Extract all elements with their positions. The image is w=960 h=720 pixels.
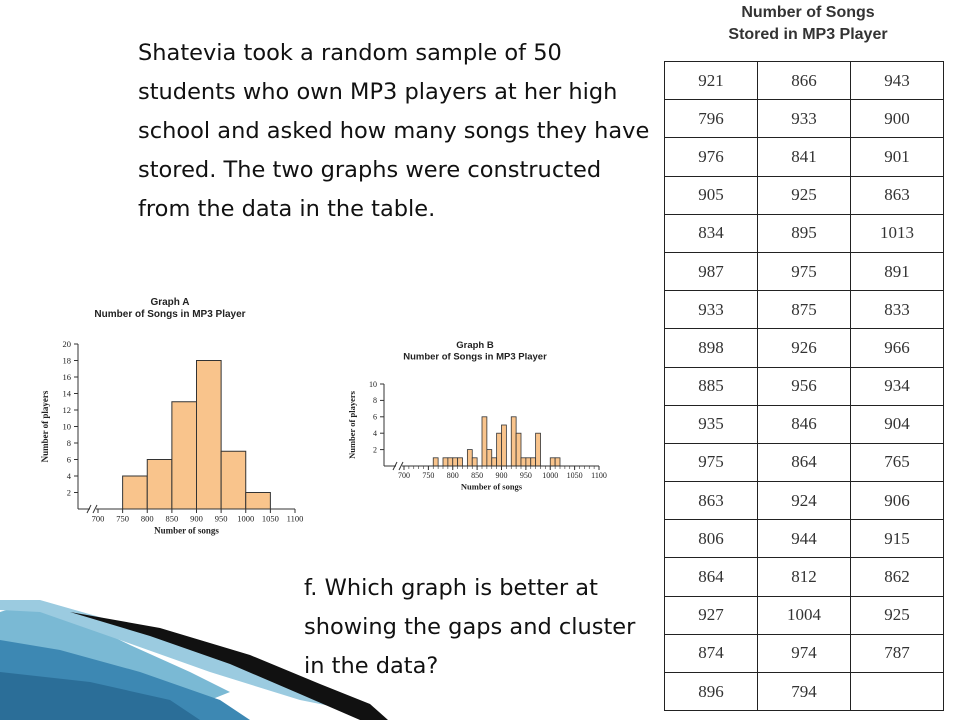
table-row xyxy=(665,252,944,290)
table-cell: 891 xyxy=(851,252,944,290)
table-row xyxy=(665,176,944,214)
x-axis-label: Number of songs xyxy=(154,525,219,536)
histogram-bar xyxy=(467,450,472,466)
table-cell: 915 xyxy=(851,520,944,558)
y-tick-label: 20 xyxy=(62,338,71,349)
table-row xyxy=(665,520,944,558)
histogram-bar xyxy=(197,361,222,510)
y-tick-label: 14 xyxy=(62,388,71,399)
graph-a-chart xyxy=(30,290,320,550)
songs-table xyxy=(664,61,944,711)
table-row xyxy=(665,214,944,252)
table-cell: 787 xyxy=(851,634,944,672)
table-cell: 834 xyxy=(665,214,758,252)
y-tick-label: 16 xyxy=(62,371,71,382)
table-title-line2: Stored in MP3 Player xyxy=(728,26,888,43)
axis-break-mark xyxy=(393,462,403,470)
x-tick-label: 700 xyxy=(91,513,105,524)
x-tick-label: 1000 xyxy=(237,513,255,524)
table-cell: 944 xyxy=(758,520,851,558)
question-text: f. Which graph is better at showing the gaps and cluster in the data? xyxy=(304,575,636,679)
histogram-bar xyxy=(555,458,560,466)
histogram-bar xyxy=(482,417,487,466)
graph-b-chart xyxy=(345,335,620,497)
histogram-bar xyxy=(448,458,453,466)
table-row xyxy=(665,100,944,138)
histogram-bar xyxy=(172,402,197,509)
table-cell: 925 xyxy=(758,176,851,214)
x-tick-label: 900 xyxy=(190,513,203,524)
y-tick-label: 10 xyxy=(62,421,71,432)
histogram-bar xyxy=(497,433,502,466)
histogram-bar xyxy=(536,433,541,466)
table-cell: 900 xyxy=(851,100,944,138)
table-row xyxy=(665,138,944,176)
x-tick-label: 1100 xyxy=(286,513,304,524)
table-cell: 921 xyxy=(665,62,758,100)
histogram-bar xyxy=(492,458,497,466)
y-tick-label: 18 xyxy=(62,355,71,366)
histogram-bar xyxy=(521,458,526,466)
table-cell: 864 xyxy=(665,558,758,596)
chart-subtitle: Number of Songs in MP3 Player xyxy=(94,309,246,320)
table-cell: 933 xyxy=(758,100,851,138)
table-row xyxy=(665,673,944,711)
x-tick-label: 800 xyxy=(446,471,459,480)
x-tick-label: 1050 xyxy=(261,513,279,524)
table-cell: 806 xyxy=(665,520,758,558)
x-tick-label: 700 xyxy=(398,471,410,480)
y-axis-label: Number of players xyxy=(40,390,50,463)
table-cell: 925 xyxy=(851,596,944,634)
table-cell: 974 xyxy=(758,634,851,672)
table-cell: 765 xyxy=(851,443,944,481)
table-title xyxy=(668,2,948,46)
y-tick-label: 2 xyxy=(373,445,377,455)
x-tick-label: 750 xyxy=(422,471,435,480)
histogram-bar xyxy=(511,417,516,466)
table-row xyxy=(665,405,944,443)
table-cell: 987 xyxy=(665,252,758,290)
x-tick-label: 750 xyxy=(116,513,129,524)
table-title-line1: Number of Songs xyxy=(741,4,875,21)
y-tick-label: 10 xyxy=(369,379,377,389)
table-row xyxy=(665,558,944,596)
histogram-bar xyxy=(458,458,463,466)
y-tick-label: 6 xyxy=(66,454,71,465)
table-cell: 935 xyxy=(665,405,758,443)
table-cell: 863 xyxy=(851,176,944,214)
table-cell: 864 xyxy=(758,443,851,481)
table-row xyxy=(665,443,944,481)
y-tick-label: 2 xyxy=(66,487,71,498)
histogram-bar xyxy=(516,433,521,466)
table-row xyxy=(665,634,944,672)
table-cell: 975 xyxy=(758,252,851,290)
table-cell: 956 xyxy=(758,367,851,405)
chart-title: Graph B xyxy=(456,340,494,351)
table-cell: 863 xyxy=(665,482,758,520)
histogram-bar xyxy=(433,458,438,466)
y-tick-label: 4 xyxy=(373,429,377,438)
table-cell: 904 xyxy=(851,405,944,443)
table-cell: 812 xyxy=(758,558,851,596)
table-cell: 1004 xyxy=(758,596,851,634)
table-cell: 833 xyxy=(851,291,944,329)
histogram-bar xyxy=(502,425,507,466)
table-cell: 794 xyxy=(758,673,851,711)
intro-text: Shatevia took a random sample of 50 students who own MP3 players at her high school and asked how many songs they have stored. The two graphs were constructed from the data in the table. xyxy=(138,40,650,222)
x-tick-label: 800 xyxy=(140,513,154,524)
x-tick-label: 850 xyxy=(165,513,179,524)
table-cell: 862 xyxy=(851,558,944,596)
y-tick-label: 6 xyxy=(373,412,377,422)
y-tick-label: 12 xyxy=(62,404,71,415)
histogram-bar xyxy=(443,458,448,466)
table-cell: 846 xyxy=(758,405,851,443)
histogram-bar xyxy=(123,476,148,509)
table-cell: 796 xyxy=(665,100,758,138)
y-axis-label: Number of players xyxy=(347,391,357,459)
table-cell: 898 xyxy=(665,329,758,367)
y-tick-label: 8 xyxy=(66,437,71,448)
table-cell: 905 xyxy=(665,176,758,214)
table-cell: 1013 xyxy=(851,214,944,252)
histogram-bar xyxy=(526,458,531,466)
histogram-bar xyxy=(550,458,555,466)
table-cell: 966 xyxy=(851,329,944,367)
table-cell: 895 xyxy=(758,214,851,252)
x-tick-label: 1000 xyxy=(542,471,559,480)
table-cell: 866 xyxy=(758,62,851,100)
table-cell: 943 xyxy=(851,62,944,100)
table-cell: 906 xyxy=(851,482,944,520)
table-cell: 885 xyxy=(665,367,758,405)
y-tick-label: 4 xyxy=(66,470,71,481)
chart-subtitle: Number of Songs in MP3 Player xyxy=(403,351,547,363)
axis-break-mark xyxy=(87,505,97,513)
table-cell: 926 xyxy=(758,329,851,367)
x-axis-label: Number of songs xyxy=(460,481,523,492)
table-cell: 976 xyxy=(665,138,758,176)
table-cell: 874 xyxy=(665,634,758,672)
x-tick-label: 850 xyxy=(471,471,484,480)
table-cell: 933 xyxy=(665,291,758,329)
histogram-bar xyxy=(487,450,492,466)
table-cell: 975 xyxy=(665,443,758,481)
x-tick-label: 900 xyxy=(495,471,508,480)
x-tick-label: 1050 xyxy=(566,471,583,480)
table-row xyxy=(665,62,944,100)
table-cell: 924 xyxy=(758,482,851,520)
table-row xyxy=(665,291,944,329)
histogram-bar xyxy=(531,458,536,466)
x-tick-label: 950 xyxy=(519,471,532,480)
chart-title: Graph A xyxy=(150,297,190,308)
histogram-bar xyxy=(453,458,458,466)
table-row xyxy=(665,482,944,520)
histogram-bar xyxy=(246,493,271,510)
y-tick-label: 8 xyxy=(373,396,377,406)
table-cell: 896 xyxy=(665,673,758,711)
x-tick-label: 950 xyxy=(214,513,228,524)
histogram-bar xyxy=(472,458,477,466)
table-row xyxy=(665,596,944,634)
histogram-bar xyxy=(147,460,172,510)
x-tick-label: 1100 xyxy=(591,471,607,480)
table-cell xyxy=(851,673,944,711)
table-row xyxy=(665,367,944,405)
histogram-bar xyxy=(221,451,246,509)
table-cell: 875 xyxy=(758,291,851,329)
table-cell: 927 xyxy=(665,596,758,634)
table-row xyxy=(665,329,944,367)
table-cell: 934 xyxy=(851,367,944,405)
table-cell: 901 xyxy=(851,138,944,176)
table-cell: 841 xyxy=(758,138,851,176)
